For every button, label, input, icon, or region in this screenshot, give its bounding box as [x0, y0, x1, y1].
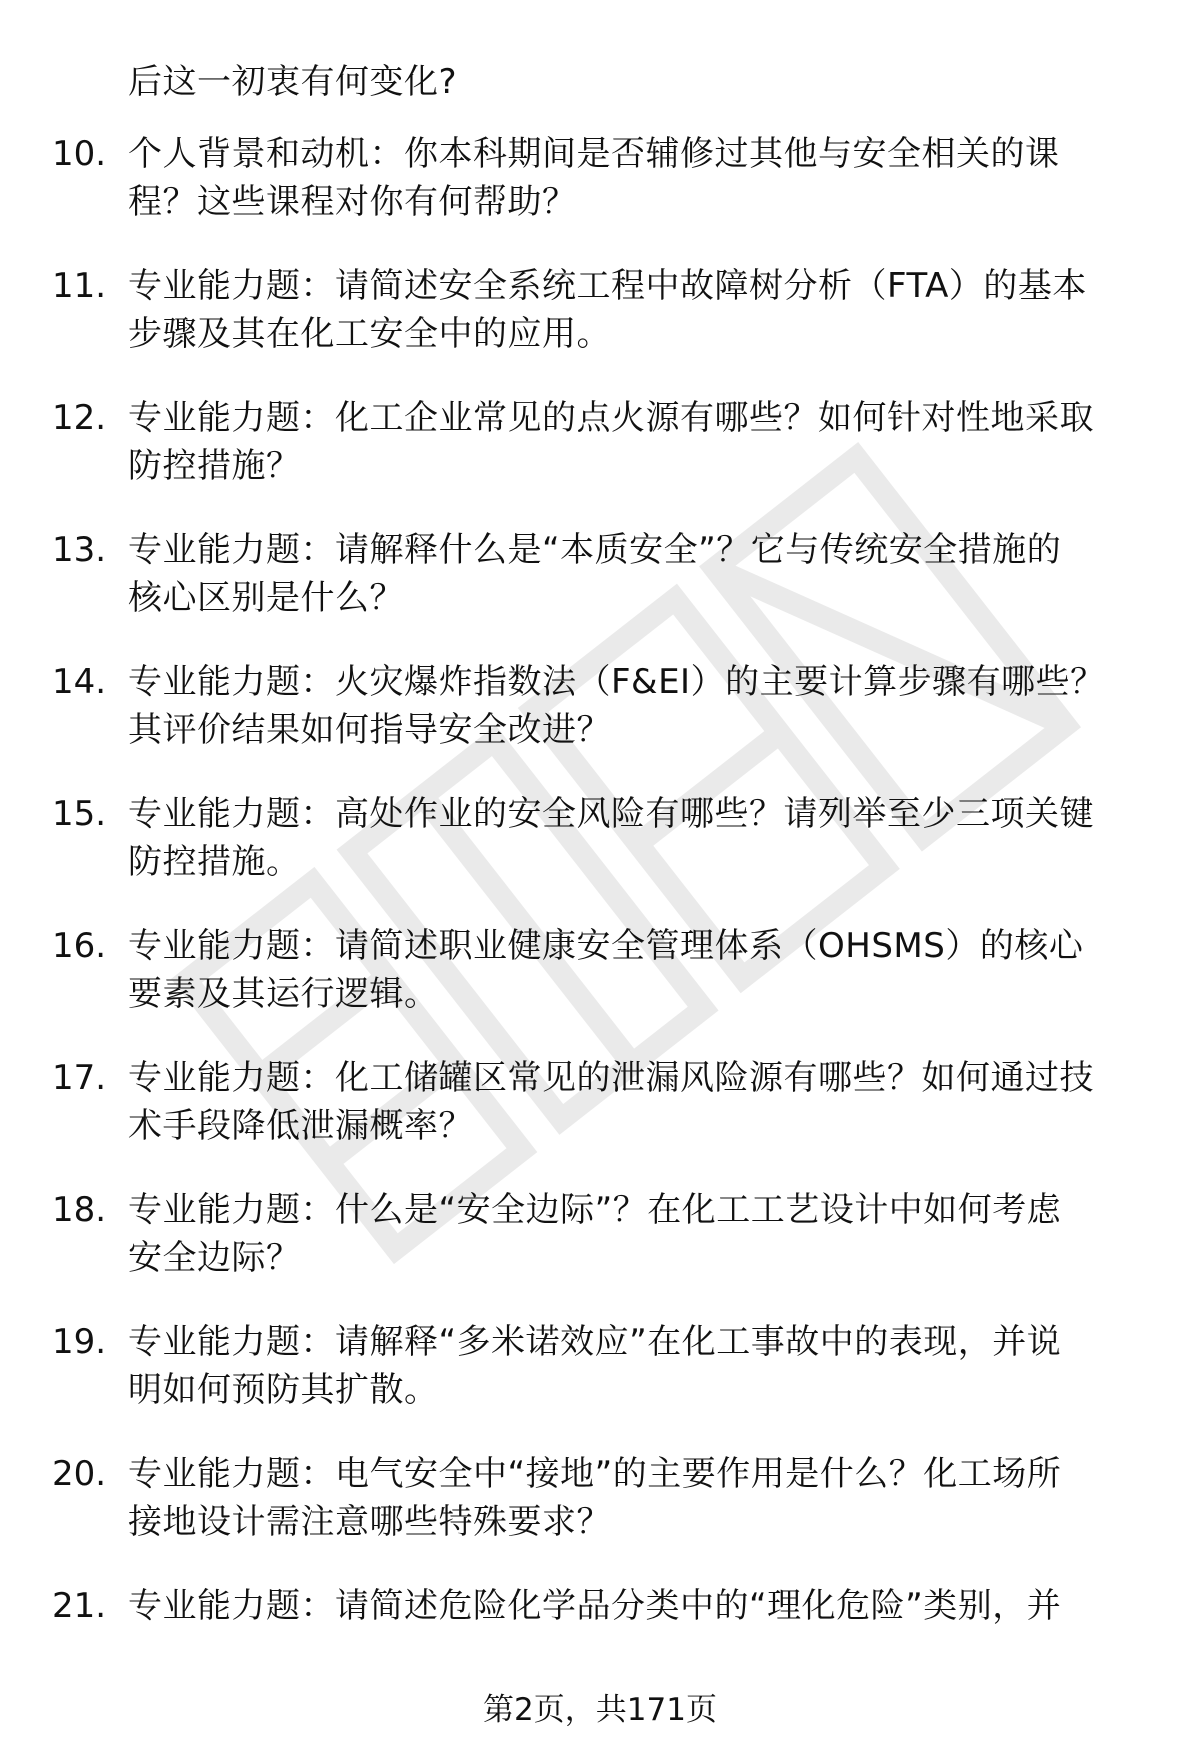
question-number: 13. [52, 530, 107, 570]
question-line: 专业能力题：请简述职业健康安全管理体系（OHSMS）的核心 [128, 926, 1084, 966]
question-number: 17. [52, 1058, 107, 1098]
question-number: 14. [52, 662, 107, 702]
question-line: 专业能力题：请解释“多米诺效应”在化工事故中的表现，并说 [128, 1322, 1062, 1362]
question-text [128, 1450, 1148, 1546]
question-line: 其评价结果如何指导安全改进？ [128, 710, 611, 750]
question-number: 16. [52, 926, 107, 966]
question-text [128, 394, 1148, 490]
question-line: 要素及其运行逻辑。 [128, 974, 439, 1014]
question-text [128, 1318, 1148, 1414]
question-line: 专业能力题：请简述安全系统工程中故障树分析（FTA）的基本 [128, 266, 1087, 306]
question-number: 21. [52, 1586, 107, 1626]
question-line: 接地设计需注意哪些特殊要求？ [128, 1502, 611, 1542]
continuation-line: 后这一初衷有何变化? [128, 62, 458, 102]
question-number: 10. [52, 134, 107, 174]
question-line: 专业能力题：化工储罐区常见的泄漏风险源有哪些？如何通过技 [128, 1058, 1094, 1098]
question-line: 明如何预防其扩散。 [128, 1370, 439, 1410]
question-line: 专业能力题：火灾爆炸指数法（F&EI）的主要计算步骤有哪些？ [128, 662, 1105, 702]
question-line: 核心区别是什么？ [128, 578, 404, 618]
question-text [128, 922, 1148, 1018]
question-line: 专业能力题：高处作业的安全风险有哪些？请列举至少三项关键 [128, 794, 1094, 834]
question-line: 防控措施？ [128, 446, 301, 486]
question-line: 专业能力题：请简述危险化学品分类中的“理化危险”类别，并 [128, 1586, 1062, 1626]
question-number: 15. [52, 794, 107, 834]
question-line: 步骤及其在化工安全中的应用。 [128, 314, 611, 354]
question-number: 19. [52, 1322, 107, 1362]
question-line: 程？这些课程对你有何帮助？ [128, 182, 577, 222]
question-text [128, 1186, 1148, 1282]
page-footer: 第2页，共171页 [483, 1692, 717, 1728]
question-line: 术手段降低泄漏概率？ [128, 1106, 473, 1146]
question-line: 专业能力题：化工企业常见的点火源有哪些？如何针对性地采取 [128, 398, 1094, 438]
question-line: 个人背景和动机：你本科期间是否辅修过其他与安全相关的课 [128, 134, 1060, 174]
question-line: 专业能力题：电气安全中“接地”的主要作用是什么？化工场所 [128, 1454, 1062, 1494]
question-text [128, 130, 1148, 226]
question-text [128, 1054, 1148, 1150]
question-number: 12. [52, 398, 107, 438]
question-text [128, 526, 1148, 622]
question-text [128, 262, 1148, 358]
question-number: 18. [52, 1190, 107, 1230]
question-text [128, 790, 1148, 886]
question-line: 安全边际？ [128, 1238, 301, 1278]
question-line: 防控措施。 [128, 842, 301, 882]
question-line: 专业能力题：请解释什么是“本质安全”？它与传统安全措施的 [128, 530, 1062, 570]
question-line: 专业能力题：什么是“安全边际”？在化工工艺设计中如何考虑 [128, 1190, 1062, 1230]
question-number: 20. [52, 1454, 107, 1494]
question-text [128, 1582, 1148, 1630]
question-number: 11. [52, 266, 107, 306]
question-text [128, 658, 1148, 754]
